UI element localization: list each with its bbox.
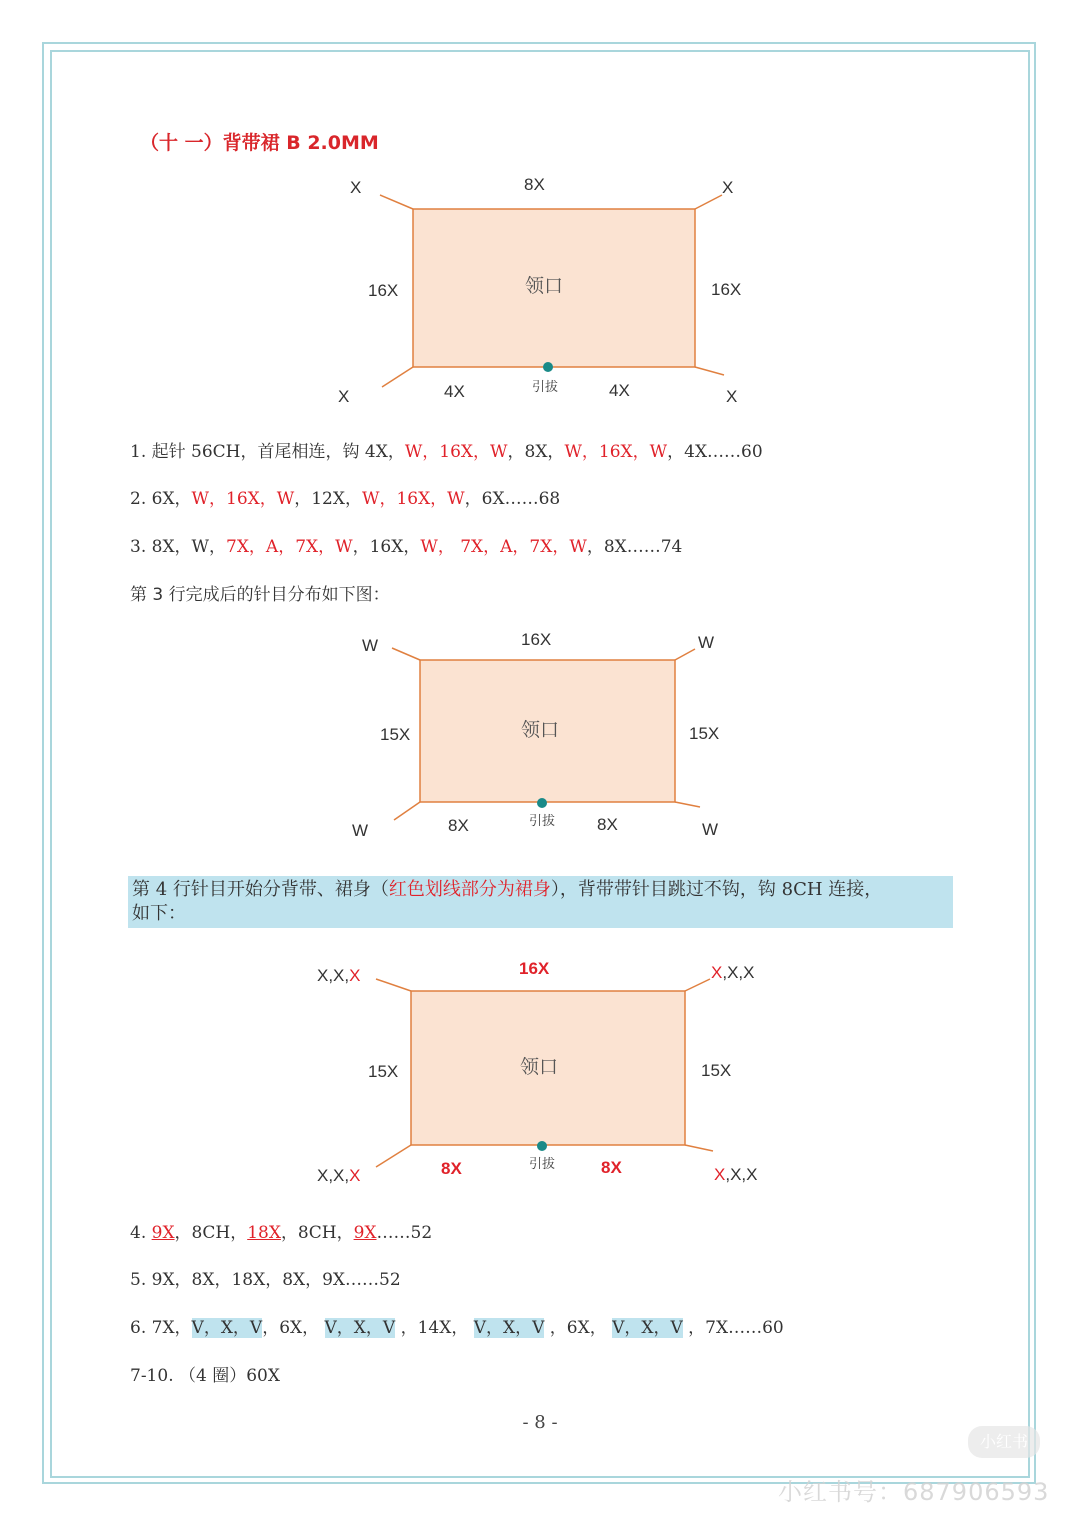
join-dot bbox=[537, 798, 547, 808]
row-segment: 4. bbox=[130, 1223, 152, 1243]
label-corner-br: X bbox=[726, 387, 738, 406]
row-segment: 5. 9X，8X，18X，8X，9X……52 bbox=[130, 1270, 401, 1290]
label-corner-tl: W bbox=[362, 636, 379, 655]
row-segment: ……52 bbox=[376, 1223, 433, 1243]
row-segment: 9X bbox=[353, 1223, 377, 1243]
label-corner-br: W bbox=[702, 820, 719, 839]
instruction-row-1 bbox=[130, 437, 763, 462]
instruction-row-7-10 bbox=[130, 1361, 280, 1386]
label-top: 16X bbox=[521, 630, 552, 649]
label-corner-tl: X bbox=[350, 178, 362, 197]
watermark-logo: 小红书 bbox=[968, 1426, 1040, 1458]
row-segment: ，7X……60 bbox=[682, 1318, 784, 1338]
note-part1: 第 4 行针目开始分背带、裙身（ bbox=[132, 879, 389, 900]
note-red: 红色划线部分为裙身 bbox=[388, 879, 551, 900]
row4-note bbox=[128, 876, 953, 928]
neckline-diagram-3 bbox=[310, 955, 780, 1195]
row-segment: ，4X……60 bbox=[667, 442, 763, 462]
label-right: 16X bbox=[711, 280, 742, 299]
row-segment: W，16X，W bbox=[404, 442, 508, 462]
corner-line-br bbox=[695, 367, 724, 375]
join-dot bbox=[543, 362, 553, 372]
row-segment: 1. 起针 56CH，首尾相连，钩 4X， bbox=[130, 442, 405, 462]
note-part3: 如下： bbox=[132, 903, 186, 924]
row-segment: ，6X， bbox=[262, 1318, 325, 1338]
label-bottom-left: 4X bbox=[444, 382, 465, 401]
join-dot bbox=[537, 1141, 547, 1151]
label-corner-br: X,X,X bbox=[714, 1165, 758, 1184]
row-segment: ，8X， bbox=[507, 442, 565, 462]
label-right: 15X bbox=[689, 724, 720, 743]
label-left: 16X bbox=[368, 281, 399, 300]
instruction-row-4 bbox=[130, 1218, 432, 1243]
label-corner-bl: X bbox=[338, 387, 350, 406]
page-number: - 8 - bbox=[522, 1412, 558, 1433]
label-left: 15X bbox=[380, 725, 411, 744]
neckline-diagram-2 bbox=[340, 625, 760, 845]
label-corner-tr: W bbox=[698, 633, 715, 652]
corner-line-tl bbox=[376, 979, 411, 991]
label-join: 引拔 bbox=[532, 380, 559, 395]
row-segment: 7X，A，7X，W bbox=[226, 537, 353, 557]
instruction-row-6 bbox=[130, 1313, 784, 1338]
label-bottom-left: 8X bbox=[448, 816, 469, 835]
label-bottom-left: 8X bbox=[441, 1159, 462, 1178]
label-bottom-right: 4X bbox=[609, 381, 630, 400]
row-segment: 3. 8X，W， bbox=[130, 537, 227, 557]
row-segment: W， bbox=[420, 537, 455, 557]
corner-line-bl bbox=[376, 1145, 411, 1167]
row-segment: ，8CH， bbox=[280, 1223, 354, 1243]
row-segment: V，X，V bbox=[191, 1318, 263, 1338]
instruction-row-2 bbox=[130, 484, 560, 509]
row-segment: ，14X， bbox=[395, 1318, 474, 1338]
label-corner-bl: W bbox=[352, 821, 369, 840]
row-segment: 9X bbox=[151, 1223, 175, 1243]
label-center: 领口 bbox=[525, 275, 564, 297]
corner-line-tr bbox=[675, 649, 695, 660]
instruction-row-3 bbox=[130, 532, 682, 557]
label-left: 15X bbox=[368, 1062, 399, 1081]
label-corner-tl: X,X,X bbox=[317, 966, 361, 985]
neckline-diagram-1 bbox=[330, 165, 750, 415]
corner-line-tr bbox=[695, 195, 722, 209]
row-segment: ，6X， bbox=[544, 1318, 613, 1338]
corner-line-tl bbox=[392, 648, 420, 660]
row-segment: 6. 7X， bbox=[130, 1318, 192, 1338]
corner-line-tr bbox=[685, 979, 710, 991]
label-join: 引拔 bbox=[529, 1157, 556, 1172]
row-segment: 7X，A，7X，W bbox=[460, 537, 587, 557]
row-segment: V，X，V bbox=[473, 1318, 545, 1338]
note-part2: ），背带带针目跳过不钩，钩 8CH 连接， bbox=[550, 879, 883, 900]
row-segment: V，X，V bbox=[612, 1318, 683, 1338]
label-bottom-right: 8X bbox=[597, 815, 618, 834]
row-segment: ，12X， bbox=[294, 489, 362, 509]
instruction-row-5 bbox=[130, 1265, 401, 1290]
label-top: 8X bbox=[524, 175, 545, 194]
row3-caption: 第 3 行完成后的针目分布如下图： bbox=[130, 585, 390, 605]
corner-line-bl bbox=[382, 367, 413, 387]
label-corner-tr: X bbox=[722, 178, 734, 197]
row-segment: V，X，V bbox=[324, 1318, 396, 1338]
label-corner-bl: X,X,X bbox=[317, 1166, 361, 1185]
label-center: 领口 bbox=[521, 719, 560, 741]
corner-line-bl bbox=[394, 802, 420, 820]
row-segment: ，6X……68 bbox=[464, 489, 561, 509]
label-right: 15X bbox=[701, 1061, 732, 1080]
label-center: 领口 bbox=[520, 1056, 559, 1078]
row-segment: ，16X， bbox=[352, 537, 421, 557]
row-segment: 2. 6X， bbox=[130, 489, 192, 509]
row-segment: ，8CH， bbox=[174, 1223, 248, 1243]
label-bottom-right: 8X bbox=[601, 1158, 622, 1177]
row-segment: W，16X，W bbox=[191, 489, 295, 509]
corner-line-br bbox=[675, 802, 700, 807]
label-corner-tr: X,X,X bbox=[711, 963, 755, 982]
section-title: （十 一）背带裙 B 2.0MM bbox=[140, 132, 379, 154]
corner-line-tl bbox=[380, 195, 413, 209]
row-segment: 7-10. （4 圈）60X bbox=[130, 1366, 280, 1386]
corner-line-br bbox=[685, 1145, 713, 1151]
label-join: 引拔 bbox=[529, 814, 556, 829]
row-segment: ，8X……74 bbox=[586, 537, 683, 557]
row-segment: W，16X，W bbox=[564, 442, 668, 462]
watermark-text: 小红书号：687906593 bbox=[778, 1478, 1050, 1506]
row-segment: 18X bbox=[247, 1223, 281, 1243]
label-top: 16X bbox=[519, 959, 550, 978]
row-segment: W，16X，W bbox=[361, 489, 465, 509]
